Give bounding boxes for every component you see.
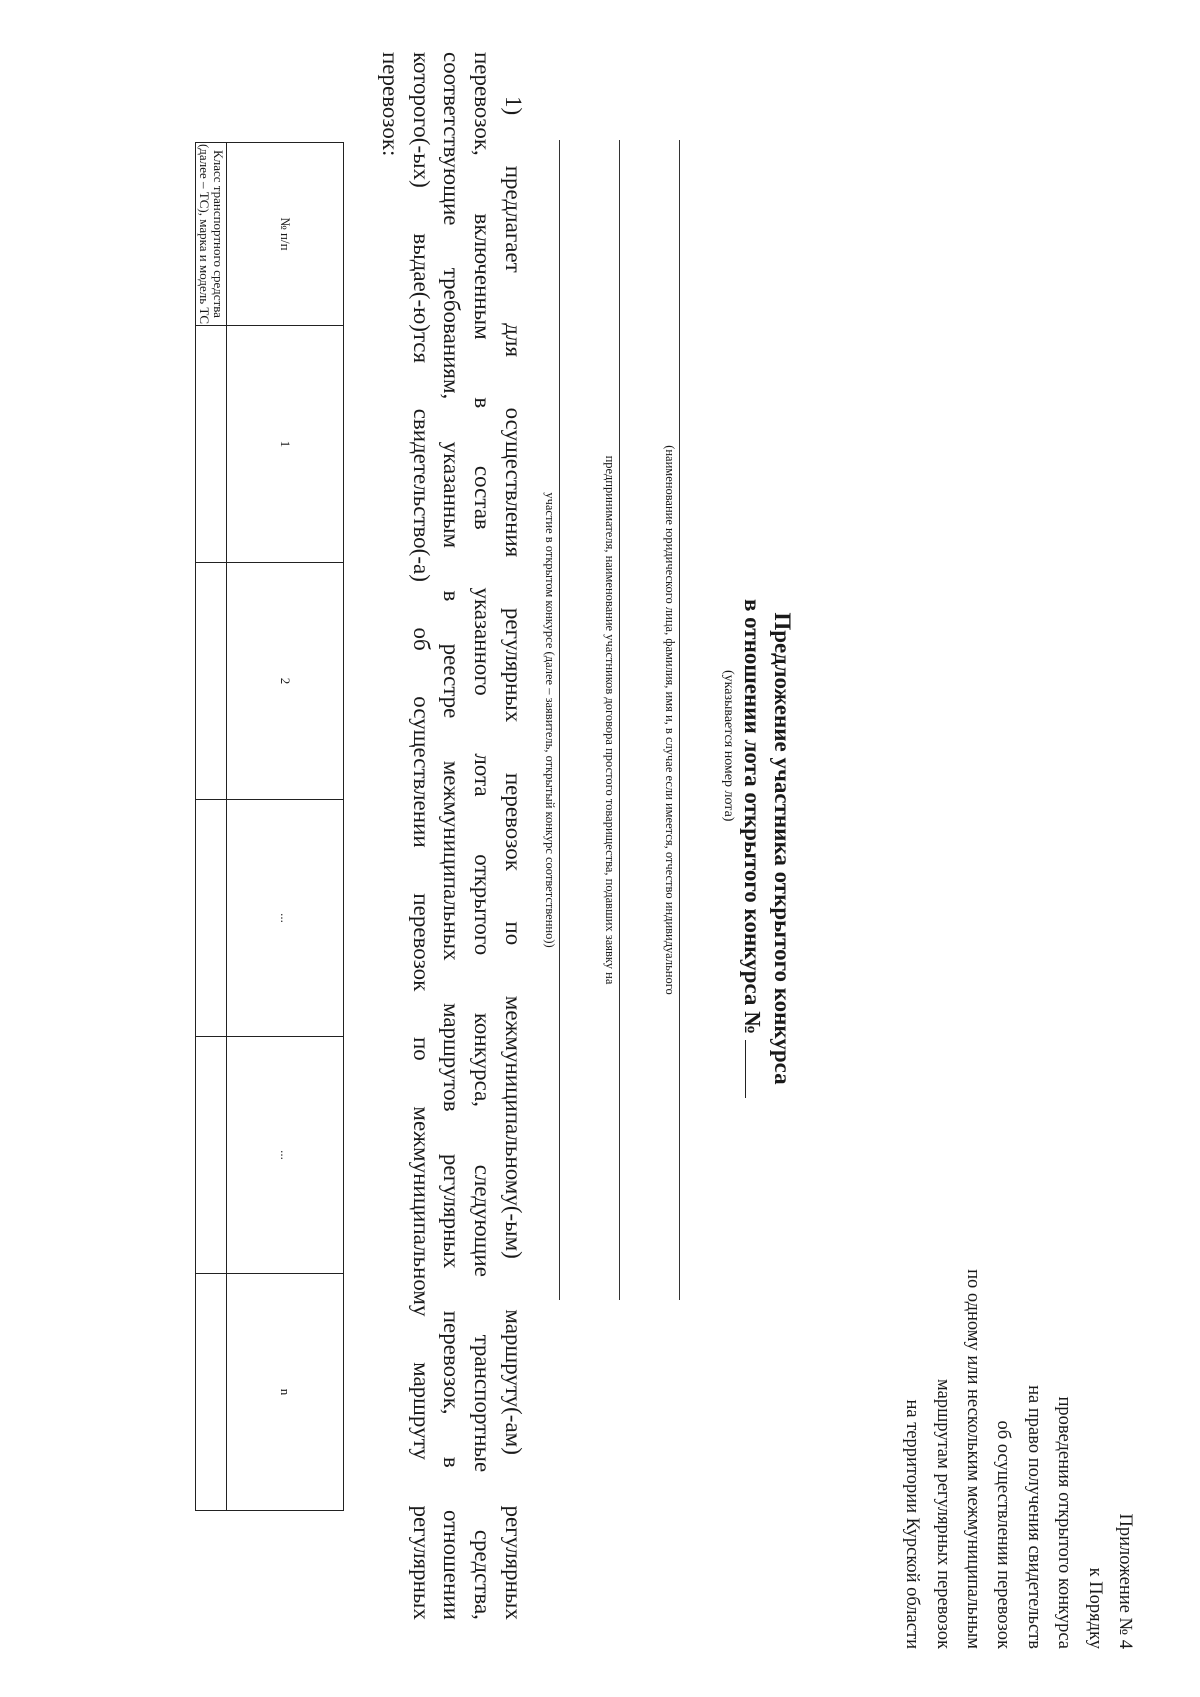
appendix-line: маршрутам регулярных перевозок	[932, 1379, 953, 1649]
paragraph-line-5: перевозок:	[377, 52, 403, 157]
table-cell	[196, 563, 227, 800]
appendix-line: к Порядку	[1084, 1567, 1105, 1649]
appendix-line: об осуществлении перевозок	[993, 1420, 1014, 1649]
paragraph-line-4: которого(-ых) выдае(-ю)тся свидетельство(-а) об осуществлении перевозок по межмуниципальному маршруту регулярных	[408, 52, 434, 1620]
appendix-line: проведения открытого конкурса	[1054, 1396, 1075, 1649]
applicant-name-line-2	[619, 140, 620, 1300]
lot-number-blank	[745, 1040, 746, 1098]
table-cell	[196, 1037, 227, 1274]
paragraph-line-3: соответствующие требованиям, указанным в реестре межмуниципальных маршрутов регулярных перевозок, в отношении	[439, 52, 465, 1620]
offer-paragraph	[374, 52, 528, 1620]
appendix-line: на право получения свидетельств	[1023, 1385, 1044, 1649]
vehicle-class-label: Класс транспортного средства (далее – ТС), марка и модель ТС	[197, 143, 226, 325]
table-cell-col-4: ...	[227, 1037, 344, 1274]
table-cell-number: № п/п	[227, 143, 344, 326]
table-cell-col-1: 1	[227, 326, 344, 563]
lot-number-note: (указывается номер лота)	[721, 670, 736, 822]
table-row	[196, 143, 227, 1511]
appendix-header	[897, 869, 1140, 1649]
table-cell-col-n: n	[227, 1274, 344, 1511]
document-title	[737, 0, 797, 1697]
applicant-caption-2: предпринимателя, наименование участников договора простого товарищества, подавших заявку на	[603, 455, 617, 985]
table-header-row	[227, 143, 344, 1511]
applicant-caption-3: участие в открытом конкурсе (далее – заявитель, открытый конкурс соответственно))	[543, 492, 557, 948]
appendix-line: Приложение № 4	[1115, 1513, 1135, 1649]
title-line-1: Предложение участника открытого конкурса	[770, 612, 795, 1085]
table-cell	[196, 326, 227, 563]
applicant-caption-1: (наименование юридического лица, фамилия, имя и, в случае если имеется, отчество индивидуального	[663, 445, 677, 995]
vehicle-table	[195, 142, 344, 1511]
title-line-2	[737, 0, 767, 1697]
applicant-name-line	[679, 140, 680, 1300]
table-cell-col-2: 2	[227, 563, 344, 800]
paragraph-line-1: 1) предлагает для осуществления регулярных перевозок по межмуниципальному(-ым) маршруту(-ам) регулярных	[501, 96, 526, 1620]
table-cell	[196, 1274, 227, 1511]
table-cell-col-3: ...	[227, 800, 344, 1037]
applicant-name-line-3	[559, 140, 560, 1300]
appendix-line: по одному или нескольким межмуниципальным	[962, 1269, 983, 1649]
title-line-2-text: в отношении лота открытого конкурса №	[740, 598, 765, 1035]
table-cell	[196, 800, 227, 1037]
appendix-line: на территории Курской области	[902, 1399, 923, 1649]
paragraph-line-2: перевозок, включенным в состав указанного лота открытого конкурса, следующие транспортные средства,	[470, 52, 496, 1620]
